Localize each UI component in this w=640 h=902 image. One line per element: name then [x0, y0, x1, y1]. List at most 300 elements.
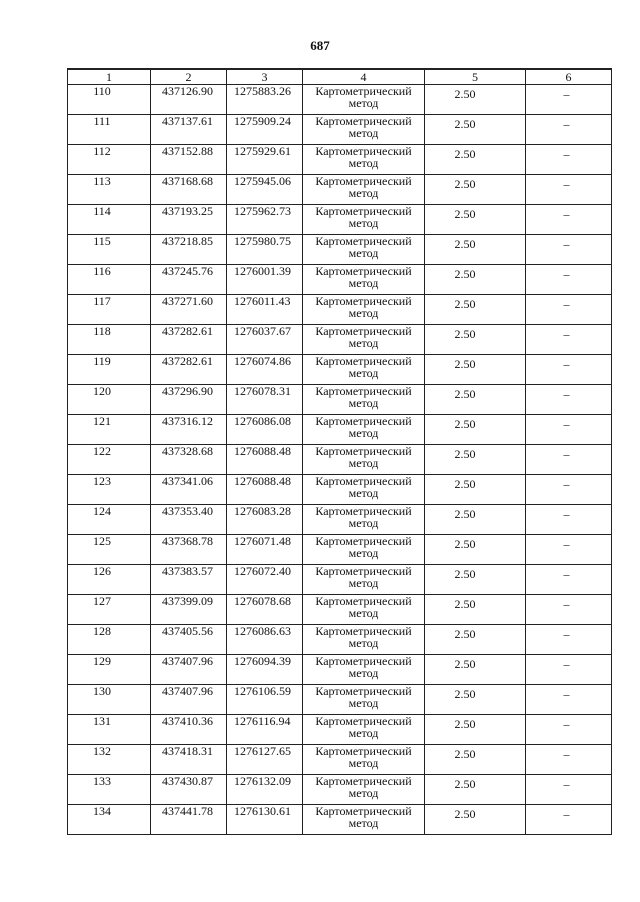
- point-number-cell: [68, 445, 151, 475]
- method-text: Картометрический метод: [315, 534, 412, 560]
- point-number-text: 112: [93, 144, 111, 158]
- method-text: Картометрический метод: [315, 354, 412, 380]
- x-coordinate-cell: [151, 655, 227, 685]
- y-coordinate-text: 1275909.24: [234, 114, 291, 128]
- y-coordinate-cell: [227, 715, 303, 745]
- method-text: Картометрический метод: [315, 504, 412, 530]
- x-coordinate-text: 437341.06: [162, 474, 213, 488]
- accuracy-cell: [425, 355, 526, 385]
- y-coordinate-text: 1275980.75: [234, 234, 291, 248]
- note-text: –: [563, 477, 570, 491]
- y-coordinate-text: 1276078.31: [234, 384, 291, 398]
- point-number-text: 132: [93, 744, 111, 758]
- point-number-cell: [68, 355, 151, 385]
- accuracy-cell: [425, 505, 526, 535]
- table-row: [68, 475, 612, 505]
- note-cell: [526, 415, 612, 445]
- note-text: –: [563, 807, 570, 821]
- method-text: Картометрический метод: [315, 114, 412, 140]
- x-coordinate-cell: [151, 805, 227, 835]
- note-text: –: [563, 507, 570, 521]
- x-coordinate-cell: [151, 595, 227, 625]
- table-row: [68, 145, 612, 175]
- x-coordinate-cell: [151, 205, 227, 235]
- x-coordinate-cell: [151, 715, 227, 745]
- y-coordinate-cell: [227, 655, 303, 685]
- y-coordinate-text: 1276001.39: [234, 264, 291, 278]
- note-cell: [526, 715, 612, 745]
- point-number-text: 130: [93, 684, 111, 698]
- accuracy-cell: [425, 625, 526, 655]
- method-text: Картометрический метод: [315, 774, 412, 800]
- accuracy-cell: [425, 415, 526, 445]
- method-text: Картометрический метод: [315, 594, 412, 620]
- table-row: [68, 325, 612, 355]
- accuracy-text: 2.50: [454, 717, 476, 731]
- point-number-text: 133: [93, 774, 111, 788]
- table-row: [68, 775, 612, 805]
- table-row: [68, 625, 612, 655]
- table-row: [68, 745, 612, 775]
- accuracy-cell: [425, 205, 526, 235]
- column-header-6: 6: [526, 69, 612, 85]
- x-coordinate-cell: [151, 445, 227, 475]
- method-text: Картометрический метод: [315, 294, 412, 320]
- x-coordinate-cell: [151, 355, 227, 385]
- x-coordinate-text: 437152.88: [162, 144, 213, 158]
- accuracy-cell: [425, 265, 526, 295]
- method-text: Картометрический метод: [315, 234, 412, 260]
- point-number-cell: [68, 805, 151, 835]
- point-number-cell: [68, 595, 151, 625]
- accuracy-text: 2.50: [454, 777, 476, 791]
- accuracy-cell: [425, 385, 526, 415]
- point-number-cell: [68, 325, 151, 355]
- header-row: [68, 69, 612, 85]
- accuracy-text: 2.50: [454, 747, 476, 761]
- note-cell: [526, 85, 612, 115]
- x-coordinate-text: 437282.61: [162, 324, 213, 338]
- y-coordinate-text: 1276088.48: [234, 444, 291, 458]
- y-coordinate-text: 1276083.28: [234, 504, 291, 518]
- point-number-text: 116: [93, 264, 111, 278]
- note-text: –: [563, 327, 570, 341]
- y-coordinate-cell: [227, 235, 303, 265]
- y-coordinate-cell: [227, 265, 303, 295]
- note-cell: [526, 535, 612, 565]
- accuracy-text: 2.50: [454, 267, 476, 281]
- method-text: Картометрический метод: [315, 474, 412, 500]
- note-cell: [526, 625, 612, 655]
- y-coordinate-cell: [227, 445, 303, 475]
- note-cell: [526, 325, 612, 355]
- note-cell: [526, 295, 612, 325]
- accuracy-text: 2.50: [454, 387, 476, 401]
- accuracy-cell: [425, 745, 526, 775]
- y-coordinate-cell: [227, 205, 303, 235]
- note-cell: [526, 595, 612, 625]
- point-number-text: 131: [93, 714, 111, 728]
- y-coordinate-text: 1276078.68: [234, 594, 291, 608]
- x-coordinate-cell: [151, 385, 227, 415]
- y-coordinate-cell: [227, 295, 303, 325]
- x-coordinate-text: 437218.85: [162, 234, 213, 248]
- method-text: Картометрический метод: [315, 264, 412, 290]
- note-text: –: [563, 597, 570, 611]
- column-header-3: 3: [227, 69, 303, 85]
- note-cell: [526, 775, 612, 805]
- x-coordinate-text: 437137.61: [162, 114, 213, 128]
- x-coordinate-text: 437399.09: [162, 594, 213, 608]
- point-number-text: 111: [93, 114, 111, 128]
- y-coordinate-cell: [227, 625, 303, 655]
- accuracy-text: 2.50: [454, 627, 476, 641]
- y-coordinate-text: 1276132.09: [234, 774, 291, 788]
- accuracy-text: 2.50: [454, 687, 476, 701]
- table-row: [68, 655, 612, 685]
- note-text: –: [563, 627, 570, 641]
- accuracy-text: 2.50: [454, 567, 476, 581]
- column-header-1: 1: [68, 69, 151, 85]
- x-coordinate-cell: [151, 265, 227, 295]
- note-cell: [526, 235, 612, 265]
- point-number-cell: [68, 175, 151, 205]
- x-coordinate-text: 437328.68: [162, 444, 213, 458]
- y-coordinate-text: 1276116.94: [234, 714, 291, 728]
- point-number-cell: [68, 385, 151, 415]
- page-number: 687: [310, 38, 330, 53]
- y-coordinate-cell: [227, 385, 303, 415]
- note-cell: [526, 205, 612, 235]
- point-number-text: 126: [93, 564, 111, 578]
- point-number-cell: [68, 565, 151, 595]
- y-coordinate-cell: [227, 175, 303, 205]
- method-text: Картометрический метод: [315, 564, 412, 590]
- y-coordinate-cell: [227, 505, 303, 535]
- x-coordinate-text: 437168.68: [162, 174, 213, 188]
- x-coordinate-cell: [151, 775, 227, 805]
- method-text: Картометрический метод: [315, 324, 412, 350]
- y-coordinate-cell: [227, 565, 303, 595]
- table-row: [68, 175, 612, 205]
- point-number-cell: [68, 415, 151, 445]
- y-coordinate-text: 1275962.73: [234, 204, 291, 218]
- x-coordinate-cell: [151, 475, 227, 505]
- method-text: Картометрический метод: [315, 144, 412, 170]
- accuracy-text: 2.50: [454, 327, 476, 341]
- accuracy-text: 2.50: [454, 357, 476, 371]
- note-text: –: [563, 417, 570, 431]
- point-number-cell: [68, 745, 151, 775]
- point-number-cell: [68, 265, 151, 295]
- table-row: [68, 295, 612, 325]
- point-number-cell: [68, 775, 151, 805]
- y-coordinate-text: 1276072.40: [234, 564, 291, 578]
- coordinates-table: [67, 68, 612, 835]
- accuracy-cell: [425, 175, 526, 205]
- x-coordinate-cell: [151, 505, 227, 535]
- y-coordinate-cell: [227, 745, 303, 775]
- point-number-cell: [68, 475, 151, 505]
- y-coordinate-cell: [227, 415, 303, 445]
- accuracy-cell: [425, 325, 526, 355]
- accuracy-cell: [425, 595, 526, 625]
- accuracy-text: 2.50: [454, 87, 476, 101]
- x-coordinate-cell: [151, 625, 227, 655]
- note-text: –: [563, 747, 570, 761]
- x-coordinate-cell: [151, 175, 227, 205]
- note-cell: [526, 745, 612, 775]
- y-coordinate-text: 1276071.48: [234, 534, 291, 548]
- table-row: [68, 385, 612, 415]
- table-row: [68, 265, 612, 295]
- note-text: –: [563, 237, 570, 251]
- x-coordinate-text: 437441.78: [162, 804, 213, 818]
- method-text: Картометрический метод: [315, 624, 412, 650]
- x-coordinate-text: 437353.40: [162, 504, 213, 518]
- note-text: –: [563, 687, 570, 701]
- accuracy-cell: [425, 475, 526, 505]
- note-cell: [526, 655, 612, 685]
- point-number-cell: [68, 235, 151, 265]
- x-coordinate-cell: [151, 565, 227, 595]
- x-coordinate-text: 437245.76: [162, 264, 213, 278]
- x-coordinate-text: 437410.36: [162, 714, 213, 728]
- method-text: Картометрический метод: [315, 714, 412, 740]
- x-coordinate-cell: [151, 325, 227, 355]
- method-text: Картометрический метод: [315, 204, 412, 230]
- table-row: [68, 685, 612, 715]
- table-row: [68, 205, 612, 235]
- note-cell: [526, 265, 612, 295]
- note-text: –: [563, 267, 570, 281]
- point-number-text: 113: [93, 174, 111, 188]
- accuracy-text: 2.50: [454, 117, 476, 131]
- point-number-text: 127: [93, 594, 111, 608]
- x-coordinate-text: 437126.90: [162, 84, 213, 98]
- y-coordinate-text: 1275929.61: [234, 144, 291, 158]
- point-number-cell: [68, 145, 151, 175]
- point-number-text: 117: [93, 294, 111, 308]
- method-text: Картометрический метод: [315, 744, 412, 770]
- table-row: [68, 355, 612, 385]
- point-number-text: 123: [93, 474, 111, 488]
- accuracy-text: 2.50: [454, 597, 476, 611]
- accuracy-cell: [425, 775, 526, 805]
- note-cell: [526, 445, 612, 475]
- note-text: –: [563, 567, 570, 581]
- point-number-text: 115: [93, 234, 111, 248]
- x-coordinate-text: 437296.90: [162, 384, 213, 398]
- y-coordinate-cell: [227, 85, 303, 115]
- point-number-text: 125: [93, 534, 111, 548]
- note-text: –: [563, 357, 570, 371]
- point-number-cell: [68, 115, 151, 145]
- point-number-cell: [68, 535, 151, 565]
- y-coordinate-cell: [227, 535, 303, 565]
- note-text: –: [563, 717, 570, 731]
- y-coordinate-text: 1276130.61: [234, 804, 291, 818]
- column-header-2: 2: [151, 69, 227, 85]
- table-row: [68, 715, 612, 745]
- method-text: Картометрический метод: [315, 444, 412, 470]
- point-number-text: 121: [93, 414, 111, 428]
- accuracy-cell: [425, 445, 526, 475]
- note-text: –: [563, 117, 570, 131]
- point-number-text: 118: [93, 324, 111, 338]
- note-text: –: [563, 537, 570, 551]
- accuracy-text: 2.50: [454, 297, 476, 311]
- method-text: Картометрический метод: [315, 84, 412, 110]
- x-coordinate-text: 437405.56: [162, 624, 213, 638]
- method-text: Картометрический метод: [315, 654, 412, 680]
- note-text: –: [563, 147, 570, 161]
- accuracy-text: 2.50: [454, 807, 476, 821]
- x-coordinate-cell: [151, 295, 227, 325]
- point-number-cell: [68, 505, 151, 535]
- y-coordinate-cell: [227, 805, 303, 835]
- y-coordinate-text: 1276086.63: [234, 624, 291, 638]
- table-row: [68, 235, 612, 265]
- x-coordinate-cell: [151, 685, 227, 715]
- y-coordinate-text: 1275883.26: [234, 84, 291, 98]
- note-cell: [526, 355, 612, 385]
- x-coordinate-text: 437316.12: [162, 414, 213, 428]
- accuracy-cell: [425, 115, 526, 145]
- x-coordinate-text: 437368.78: [162, 534, 213, 548]
- x-coordinate-text: 437407.96: [162, 654, 213, 668]
- y-coordinate-cell: [227, 685, 303, 715]
- point-number-cell: [68, 655, 151, 685]
- x-coordinate-cell: [151, 745, 227, 775]
- x-coordinate-cell: [151, 145, 227, 175]
- y-coordinate-cell: [227, 475, 303, 505]
- note-cell: [526, 685, 612, 715]
- accuracy-cell: [425, 85, 526, 115]
- table-row: [68, 805, 612, 835]
- note-cell: [526, 175, 612, 205]
- note-text: –: [563, 777, 570, 791]
- y-coordinate-text: 1276011.43: [234, 294, 291, 308]
- note-text: –: [563, 177, 570, 191]
- x-coordinate-cell: [151, 115, 227, 145]
- table-row: [68, 565, 612, 595]
- note-text: –: [563, 297, 570, 311]
- y-coordinate-text: 1275945.06: [234, 174, 291, 188]
- note-cell: [526, 145, 612, 175]
- note-cell: [526, 475, 612, 505]
- x-coordinate-cell: [151, 85, 227, 115]
- table-row: [68, 595, 612, 625]
- accuracy-text: 2.50: [454, 147, 476, 161]
- point-number-text: 128: [93, 624, 111, 638]
- accuracy-text: 2.50: [454, 447, 476, 461]
- accuracy-text: 2.50: [454, 507, 476, 521]
- x-coordinate-text: 437407.96: [162, 684, 213, 698]
- accuracy-cell: [425, 295, 526, 325]
- point-number-text: 124: [93, 504, 111, 518]
- x-coordinate-cell: [151, 535, 227, 565]
- point-number-cell: [68, 625, 151, 655]
- accuracy-cell: [425, 535, 526, 565]
- accuracy-text: 2.50: [454, 207, 476, 221]
- point-number-text: 119: [93, 354, 111, 368]
- accuracy-text: 2.50: [454, 477, 476, 491]
- accuracy-text: 2.50: [454, 417, 476, 431]
- accuracy-text: 2.50: [454, 657, 476, 671]
- method-text: Картометрический метод: [315, 384, 412, 410]
- x-coordinate-text: 437383.57: [162, 564, 213, 578]
- note-cell: [526, 115, 612, 145]
- table-row: [68, 415, 612, 445]
- y-coordinate-cell: [227, 595, 303, 625]
- point-number-text: 134: [93, 804, 111, 818]
- note-cell: [526, 805, 612, 835]
- point-number-cell: [68, 205, 151, 235]
- x-coordinate-text: 437271.60: [162, 294, 213, 308]
- y-coordinate-text: 1276127.65: [234, 744, 291, 758]
- y-coordinate-text: 1276074.86: [234, 354, 291, 368]
- table-row: [68, 85, 612, 115]
- method-text: Картометрический метод: [315, 414, 412, 440]
- point-number-cell: [68, 685, 151, 715]
- note-text: –: [563, 387, 570, 401]
- accuracy-cell: [425, 565, 526, 595]
- note-cell: [526, 385, 612, 415]
- table-row: [68, 445, 612, 475]
- x-coordinate-text: 437282.61: [162, 354, 213, 368]
- y-coordinate-text: 1276094.39: [234, 654, 291, 668]
- point-number-cell: [68, 85, 151, 115]
- point-number-text: 110: [93, 84, 111, 98]
- y-coordinate-text: 1276106.59: [234, 684, 291, 698]
- table-row: [68, 505, 612, 535]
- method-text: Картометрический метод: [315, 804, 412, 830]
- accuracy-text: 2.50: [454, 177, 476, 191]
- x-coordinate-text: 437418.31: [162, 744, 213, 758]
- point-number-text: 114: [93, 204, 111, 218]
- accuracy-text: 2.50: [454, 237, 476, 251]
- note-text: –: [563, 87, 570, 101]
- x-coordinate-text: 437193.25: [162, 204, 213, 218]
- note-cell: [526, 565, 612, 595]
- y-coordinate-cell: [227, 775, 303, 805]
- x-coordinate-cell: [151, 235, 227, 265]
- note-text: –: [563, 657, 570, 671]
- table-row: [68, 535, 612, 565]
- y-coordinate-cell: [227, 325, 303, 355]
- point-number-text: 129: [93, 654, 111, 668]
- y-coordinate-text: 1276037.67: [234, 324, 291, 338]
- accuracy-cell: [425, 685, 526, 715]
- accuracy-cell: [425, 655, 526, 685]
- point-number-text: 122: [93, 444, 111, 458]
- accuracy-cell: [425, 145, 526, 175]
- method-text: Картометрический метод: [315, 174, 412, 200]
- y-coordinate-cell: [227, 355, 303, 385]
- accuracy-cell: [425, 235, 526, 265]
- y-coordinate-text: 1276086.08: [234, 414, 291, 428]
- x-coordinate-cell: [151, 415, 227, 445]
- y-coordinate-cell: [227, 115, 303, 145]
- note-cell: [526, 505, 612, 535]
- point-number-cell: [68, 715, 151, 745]
- column-header-5: 5: [425, 69, 526, 85]
- table-body: [68, 85, 612, 835]
- accuracy-text: 2.50: [454, 537, 476, 551]
- accuracy-cell: [425, 715, 526, 745]
- accuracy-cell: [425, 805, 526, 835]
